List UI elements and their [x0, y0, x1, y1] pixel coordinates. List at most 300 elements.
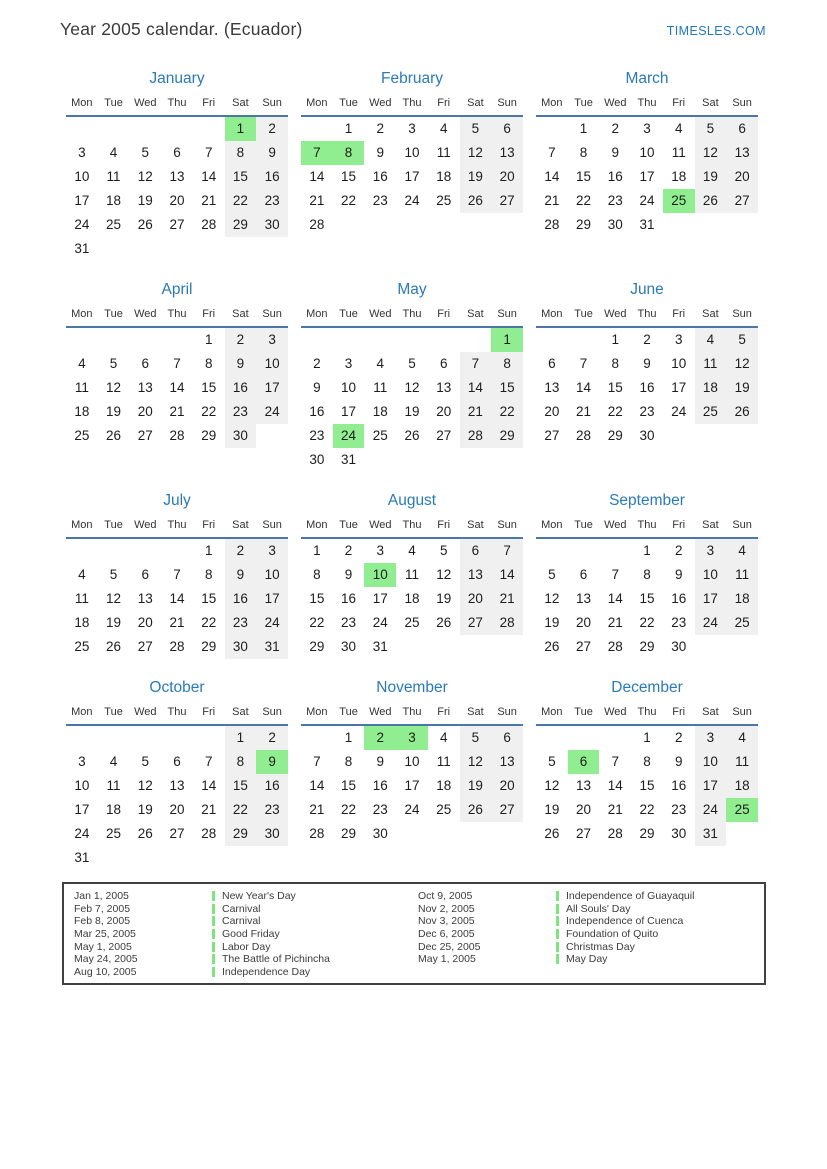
day-cell: 8 — [643, 754, 651, 769]
day-cell: 28 — [201, 826, 217, 841]
day-cell: 25 — [436, 802, 452, 817]
day-cell: 9 — [225, 352, 257, 376]
day-cell: 30 — [225, 635, 257, 659]
day-cell-empty — [460, 213, 492, 237]
weekday-header-row — [66, 307, 288, 328]
month-weeks — [536, 539, 758, 659]
day-cell: 29 — [201, 639, 217, 654]
day-cell: 25 — [74, 639, 90, 654]
weekday-header-row — [301, 518, 523, 539]
months-grid — [66, 71, 827, 870]
weekday-header-row — [66, 96, 288, 117]
day-cell: 7 — [611, 567, 620, 582]
day-cell: 8 — [225, 141, 257, 165]
week-row — [301, 141, 523, 165]
weekday-label: Fri — [202, 308, 216, 320]
day-cell: 21 — [460, 400, 492, 424]
weekday-label: Fri — [202, 706, 216, 718]
day-cell-empty — [98, 117, 130, 141]
day-cell: 14 — [169, 591, 185, 606]
day-cell: 13 — [169, 169, 185, 184]
day-cell: 17 — [372, 591, 388, 606]
day-cell-empty — [333, 213, 365, 237]
day-cell: 28 — [169, 428, 185, 443]
day-cell: 6 — [173, 145, 181, 160]
day-cell: 6 — [439, 356, 448, 371]
weekday-label: Sun — [497, 706, 517, 718]
day-cell: 26 — [436, 615, 452, 630]
day-cell: 5 — [548, 754, 556, 769]
day-cell: 11 — [404, 567, 419, 582]
day-cell-empty — [428, 448, 460, 472]
day-cell: 13 — [491, 141, 523, 165]
month-title: July — [163, 492, 191, 509]
weekday-label: Sun — [497, 308, 517, 320]
day-cell: 11 — [436, 145, 451, 160]
day-cell: 22 — [309, 615, 325, 630]
day-cell: 12 — [695, 141, 727, 165]
day-cell: 28 — [201, 217, 217, 232]
day-cell: 6 — [173, 754, 181, 769]
day-cell: 18 — [74, 404, 90, 419]
day-cell: 28 — [169, 639, 185, 654]
week-row — [301, 328, 523, 352]
week-row — [301, 798, 523, 822]
day-cell: 18 — [671, 169, 687, 184]
day-cell: 4 — [726, 726, 758, 750]
day-cell: 8 — [204, 567, 213, 582]
weekday-label: Sat — [467, 519, 484, 531]
day-cell: 25 — [404, 615, 420, 630]
day-cell: 1 — [579, 121, 588, 136]
day-cell: 5 — [726, 328, 758, 352]
day-cell: 7 — [173, 567, 181, 582]
day-cell-empty — [396, 448, 428, 472]
day-cell: 23 — [639, 404, 655, 419]
day-cell: 28 — [491, 611, 523, 635]
week-row — [301, 822, 523, 846]
day-cell: 16 — [671, 778, 687, 793]
day-cell: 10 — [404, 145, 420, 160]
week-row — [536, 563, 758, 587]
day-cell: 28 — [607, 826, 623, 841]
day-cell-empty — [193, 726, 225, 750]
week-row — [536, 798, 758, 822]
day-cell: 11 — [726, 563, 758, 587]
legend-entry — [74, 966, 418, 979]
week-row — [66, 213, 288, 237]
day-cell: 30 — [341, 639, 357, 654]
week-row — [536, 352, 758, 376]
day-cell: 1 — [344, 730, 353, 745]
day-cell-empty — [396, 635, 428, 659]
day-cell: 2 — [674, 730, 683, 745]
day-cell-empty — [98, 328, 130, 352]
month-weeks — [66, 539, 288, 659]
day-cell: 4 — [109, 145, 118, 160]
day-cell: 25 — [106, 217, 122, 232]
day-cell: 3 — [344, 356, 353, 371]
day-cell: 2 — [364, 726, 396, 750]
day-cell: 27 — [491, 189, 523, 213]
holiday-marker-bar — [212, 904, 215, 914]
weekday-header-row — [536, 307, 758, 328]
legend-holiday-name: Independence of Guayaquil — [566, 890, 695, 903]
day-cell: 7 — [548, 145, 556, 160]
day-cell-empty — [301, 117, 333, 141]
day-cell: 13 — [460, 563, 492, 587]
week-row — [301, 539, 523, 563]
legend-holiday-name: Independence Day — [222, 965, 311, 978]
day-cell: 2 — [225, 328, 257, 352]
day-cell-empty — [599, 726, 631, 750]
weekday-label: Wed — [604, 519, 627, 531]
day-cell: 27 — [460, 611, 492, 635]
legend-entry — [74, 940, 418, 953]
day-cell: 3 — [78, 145, 86, 160]
week-row — [66, 750, 288, 774]
legend-date: Aug 10, 2005 — [74, 965, 137, 978]
weekday-label: Mon — [541, 519, 563, 531]
day-cell: 16 — [372, 169, 388, 184]
weekday-label: Wed — [369, 97, 392, 109]
month-january — [66, 71, 288, 261]
day-cell-empty — [428, 635, 460, 659]
day-cell: 16 — [256, 774, 288, 798]
day-cell-empty — [460, 822, 492, 846]
week-row — [301, 424, 523, 448]
day-cell: 16 — [372, 778, 388, 793]
weekday-label: Sat — [232, 706, 249, 718]
day-cell: 30 — [256, 822, 288, 846]
weekday-label: Fri — [437, 706, 451, 718]
week-row — [536, 611, 758, 635]
weekday-label: Tue — [339, 519, 358, 531]
day-cell: 2 — [344, 543, 353, 558]
day-cell: 30 — [607, 217, 623, 232]
day-cell: 28 — [607, 639, 623, 654]
day-cell: 2 — [256, 117, 288, 141]
day-cell: 15 — [341, 778, 357, 793]
weekday-label: Thu — [167, 519, 187, 531]
day-cell: 20 — [169, 193, 185, 208]
day-cell: 16 — [639, 380, 655, 395]
week-row — [301, 611, 523, 635]
day-cell: 24 — [74, 826, 90, 841]
day-cell: 16 — [607, 169, 623, 184]
month-title: August — [387, 492, 437, 509]
day-cell-empty — [161, 726, 193, 750]
month-title: September — [609, 492, 685, 509]
weekday-header-row — [536, 96, 758, 117]
day-cell: 12 — [726, 352, 758, 376]
day-cell: 7 — [579, 356, 588, 371]
day-cell-empty — [66, 328, 98, 352]
legend-column — [74, 890, 418, 978]
day-cell: 19 — [436, 591, 452, 606]
day-cell-empty — [726, 822, 758, 846]
day-cell: 6 — [726, 117, 758, 141]
week-row — [66, 611, 288, 635]
day-cell: 7 — [204, 145, 213, 160]
weekday-label: Mon — [71, 308, 93, 320]
day-cell-empty — [364, 448, 396, 472]
legend-holiday-name: Labor Day — [222, 940, 271, 953]
week-row — [536, 189, 758, 213]
day-cell: 11 — [373, 380, 388, 395]
day-cell: 10 — [404, 754, 420, 769]
day-cell: 7 — [460, 352, 492, 376]
day-cell: 21 — [607, 615, 623, 630]
day-cell: 14 — [201, 169, 217, 184]
day-cell-empty — [333, 328, 365, 352]
day-cell: 4 — [78, 567, 86, 582]
day-cell: 29 — [225, 213, 257, 237]
day-cell: 27 — [169, 826, 185, 841]
weekday-label: Mon — [541, 706, 563, 718]
day-cell: 9 — [256, 750, 288, 774]
day-cell: 7 — [173, 356, 181, 371]
day-cell: 6 — [141, 356, 150, 371]
day-cell: 7 — [313, 754, 321, 769]
weekday-label: Sun — [497, 97, 517, 109]
holiday-legend — [62, 882, 766, 985]
day-cell: 12 — [460, 141, 492, 165]
day-cell: 12 — [404, 380, 420, 395]
day-cell: 1 — [643, 543, 651, 558]
week-row — [66, 328, 288, 352]
day-cell: 22 — [607, 404, 623, 419]
day-cell: 26 — [137, 826, 153, 841]
weekday-label: Wed — [369, 519, 392, 531]
day-cell: 23 — [309, 428, 325, 443]
day-cell-empty — [695, 213, 727, 237]
weekday-label: Wed — [604, 308, 627, 320]
day-cell: 18 — [106, 802, 122, 817]
day-cell: 4 — [674, 121, 683, 136]
day-cell: 18 — [436, 169, 452, 184]
holiday-marker-bar — [556, 942, 559, 952]
week-row — [66, 635, 288, 659]
day-cell: 7 — [301, 141, 333, 165]
week-row — [66, 726, 288, 750]
day-cell: 1 — [204, 543, 213, 558]
weekday-label: Sat — [702, 97, 719, 109]
day-cell: 10 — [639, 145, 655, 160]
day-cell: 26 — [460, 798, 492, 822]
day-cell: 7 — [204, 754, 213, 769]
weekday-label: Sat — [702, 706, 719, 718]
day-cell: 10 — [74, 169, 90, 184]
day-cell-empty — [568, 328, 600, 352]
month-weeks — [66, 328, 288, 448]
weekday-label: Tue — [574, 97, 593, 109]
day-cell-empty — [491, 448, 523, 472]
month-weeks — [301, 117, 523, 237]
month-weeks — [301, 726, 523, 846]
month-august — [301, 493, 523, 659]
day-cell: 3 — [695, 539, 727, 563]
day-cell: 5 — [548, 567, 556, 582]
weekday-label: Tue — [339, 97, 358, 109]
day-cell-empty — [225, 846, 257, 870]
week-row — [301, 750, 523, 774]
weekday-label: Sun — [497, 519, 517, 531]
day-cell: 8 — [204, 356, 213, 371]
day-cell: 25 — [372, 428, 388, 443]
legend-date: Dec 6, 2005 — [418, 928, 475, 941]
day-cell: 23 — [225, 611, 257, 635]
month-september — [536, 493, 758, 659]
day-cell: 18 — [726, 587, 758, 611]
day-cell: 9 — [674, 567, 683, 582]
week-row — [536, 822, 758, 846]
day-cell: 19 — [137, 802, 153, 817]
weekday-label: Fri — [437, 308, 451, 320]
day-cell: 27 — [726, 189, 758, 213]
month-june — [536, 282, 758, 472]
site-link[interactable]: TIMESLES.COM — [666, 24, 766, 38]
week-row — [301, 635, 523, 659]
day-cell-empty — [98, 846, 130, 870]
day-cell: 2 — [376, 121, 385, 136]
day-cell: 14 — [309, 778, 325, 793]
legend-entry — [74, 928, 418, 941]
day-cell: 28 — [309, 217, 325, 232]
day-cell: 1 — [344, 121, 353, 136]
day-cell: 22 — [201, 404, 217, 419]
day-cell: 20 — [137, 615, 153, 630]
week-row — [301, 400, 523, 424]
weekday-label: Fri — [202, 519, 216, 531]
day-cell: 22 — [201, 615, 217, 630]
day-cell-empty — [695, 424, 727, 448]
day-cell: 3 — [256, 539, 288, 563]
legend-entry — [74, 890, 418, 903]
day-cell: 19 — [544, 615, 560, 630]
day-cell: 23 — [671, 615, 687, 630]
day-cell: 14 — [576, 380, 592, 395]
month-weeks — [301, 539, 523, 659]
week-row — [536, 774, 758, 798]
legend-date: Feb 7, 2005 — [74, 902, 131, 915]
day-cell: 29 — [639, 826, 655, 841]
day-cell-empty — [491, 213, 523, 237]
day-cell: 23 — [225, 400, 257, 424]
day-cell: 14 — [607, 778, 623, 793]
day-cell: 5 — [460, 117, 492, 141]
day-cell: 9 — [376, 145, 385, 160]
day-cell: 17 — [639, 169, 655, 184]
weekday-label: Tue — [574, 706, 593, 718]
day-cell: 24 — [639, 193, 655, 208]
holiday-marker-bar — [212, 942, 215, 952]
day-cell: 11 — [74, 380, 89, 395]
day-cell-empty — [599, 539, 631, 563]
day-cell: 8 — [611, 356, 620, 371]
week-row — [66, 587, 288, 611]
day-cell: 15 — [309, 591, 325, 606]
weekday-header-row — [66, 705, 288, 726]
day-cell: 27 — [137, 428, 153, 443]
day-cell: 3 — [78, 754, 86, 769]
day-cell: 5 — [460, 726, 492, 750]
day-cell-empty — [301, 328, 333, 352]
day-cell: 8 — [225, 750, 257, 774]
legend-date: Feb 8, 2005 — [74, 915, 131, 928]
day-cell: 19 — [695, 165, 727, 189]
day-cell: 31 — [74, 850, 90, 865]
day-cell: 23 — [256, 798, 288, 822]
week-row — [536, 165, 758, 189]
day-cell: 13 — [169, 778, 185, 793]
legend-entry — [418, 915, 756, 928]
legend-holiday-name: New Year's Day — [222, 890, 296, 903]
weekday-label: Sat — [232, 519, 249, 531]
day-cell: 11 — [74, 591, 89, 606]
day-cell: 31 — [256, 635, 288, 659]
day-cell-empty — [460, 328, 492, 352]
day-cell: 31 — [74, 241, 90, 256]
holiday-marker-bar — [212, 967, 215, 977]
day-cell: 11 — [436, 754, 451, 769]
day-cell: 2 — [313, 356, 321, 371]
day-cell: 15 — [576, 169, 592, 184]
day-cell: 12 — [544, 591, 560, 606]
weekday-label: Sat — [232, 97, 249, 109]
day-cell-empty — [161, 846, 193, 870]
day-cell: 8 — [643, 567, 651, 582]
week-row — [301, 563, 523, 587]
week-row — [66, 822, 288, 846]
month-november — [301, 680, 523, 870]
day-cell: 12 — [106, 591, 122, 606]
day-cell: 6 — [141, 567, 150, 582]
day-cell: 3 — [408, 121, 416, 136]
day-cell: 20 — [491, 774, 523, 798]
week-row — [536, 213, 758, 237]
week-row — [301, 213, 523, 237]
weekday-label: Mon — [71, 519, 93, 531]
month-weeks — [536, 726, 758, 846]
day-cell: 2 — [256, 726, 288, 750]
day-cell: 26 — [106, 639, 122, 654]
legend-date: Oct 9, 2005 — [418, 890, 473, 903]
day-cell: 12 — [544, 778, 560, 793]
day-cell-empty — [536, 539, 568, 563]
week-row — [536, 587, 758, 611]
day-cell: 5 — [141, 754, 150, 769]
week-row — [66, 237, 288, 261]
day-cell: 13 — [544, 380, 560, 395]
day-cell: 15 — [225, 165, 257, 189]
day-cell: 9 — [376, 754, 385, 769]
day-cell-empty — [193, 237, 225, 261]
day-cell: 27 — [576, 639, 592, 654]
legend-entry — [418, 940, 756, 953]
weekday-label: Tue — [339, 706, 358, 718]
day-cell: 25 — [436, 193, 452, 208]
weekday-label: Fri — [437, 519, 451, 531]
day-cell: 27 — [491, 798, 523, 822]
day-cell: 4 — [695, 328, 727, 352]
weekday-header-row — [301, 96, 523, 117]
day-cell: 26 — [404, 428, 420, 443]
day-cell: 4 — [78, 356, 86, 371]
week-row — [536, 376, 758, 400]
day-cell: 8 — [333, 141, 365, 165]
day-cell: 10 — [364, 563, 396, 587]
